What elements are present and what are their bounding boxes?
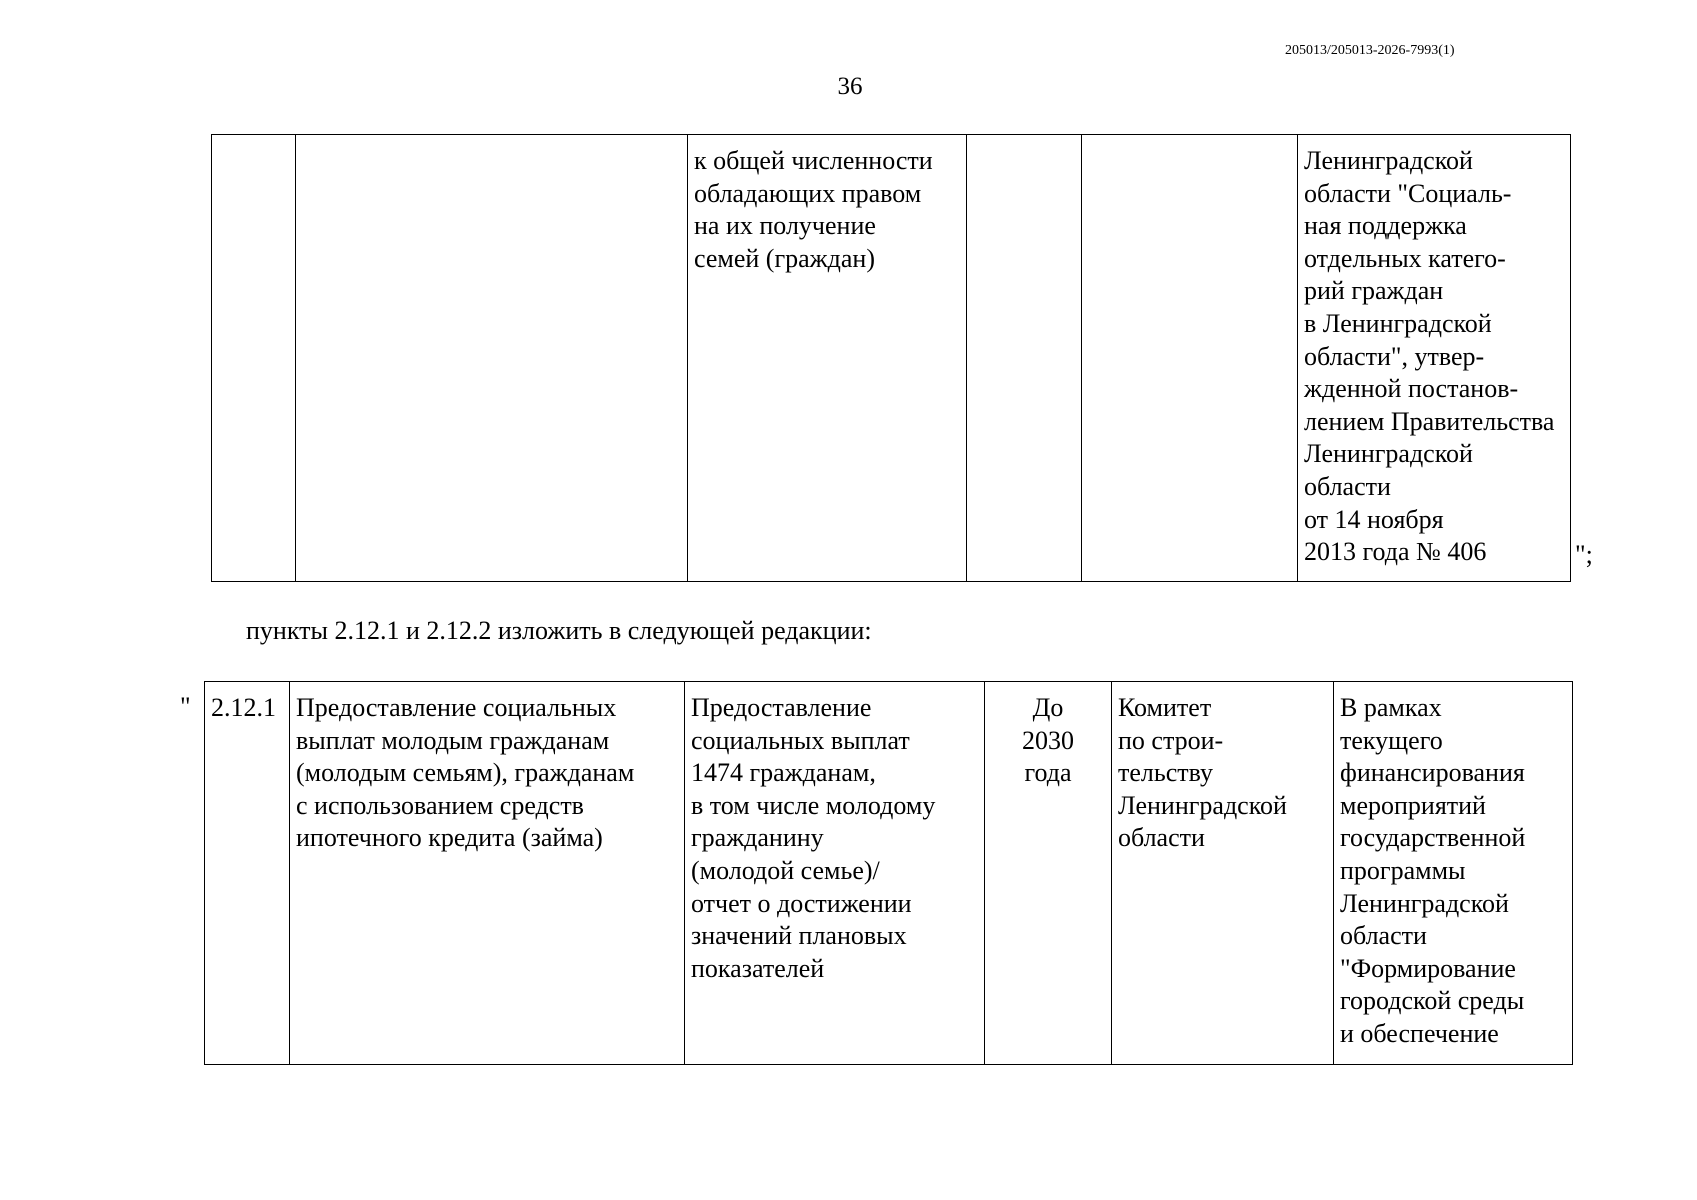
table-cell-executor	[1082, 135, 1298, 582]
instruction-text: пункты 2.12.1 и 2.12.2 изложить в следующей редакции:	[246, 616, 872, 645]
opening-quote-mark: "	[180, 692, 191, 721]
page-number: 36	[837, 73, 863, 100]
document-id: 205013/205013-2026-7993(1)	[1285, 43, 1455, 58]
table-cell-measure	[296, 135, 688, 582]
table-cell-financing: В рамках текущего финансирования мероприятий государственной программы Ленинградской области "Формирование городской среды и обеспечение	[1334, 682, 1573, 1065]
table-cell-executor: Комитет по строи- тельству Ленинградской области	[1112, 682, 1334, 1065]
table-cell-indicator: Предоставление социальных выплат 1474 гражданам, в том числе молодому гражданину (молодой семье)/ отчет о достижении значений плановых показателей	[685, 682, 985, 1065]
table-cell-index	[212, 135, 296, 582]
table-cell-measure: Предоставление социальных выплат молодым гражданам (молодым семьям), гражданам с использованием средств ипотечного кредита (займа)	[290, 682, 685, 1065]
table-top	[211, 134, 1571, 582]
table-row	[212, 135, 1571, 582]
table-cell-indicator: к общей численности обладающих правом на их получение семей (граждан)	[688, 135, 967, 582]
table-cell-deadline: До 2030 года	[985, 682, 1112, 1065]
table-cell-financing: Ленинградской области "Социаль- ная поддержка отдельных катего- рий граждан в Ленинградской области", утвер- жденной постанов- лением Правительства Ленинградской области от 14 ноября 2013 года № 406	[1298, 135, 1571, 582]
table-row	[205, 682, 1573, 1065]
table-bottom	[204, 681, 1573, 1065]
closing-quote-mark: ";	[1575, 540, 1593, 569]
table-cell-index: 2.12.1	[205, 682, 290, 1065]
table-cell-deadline	[967, 135, 1082, 582]
